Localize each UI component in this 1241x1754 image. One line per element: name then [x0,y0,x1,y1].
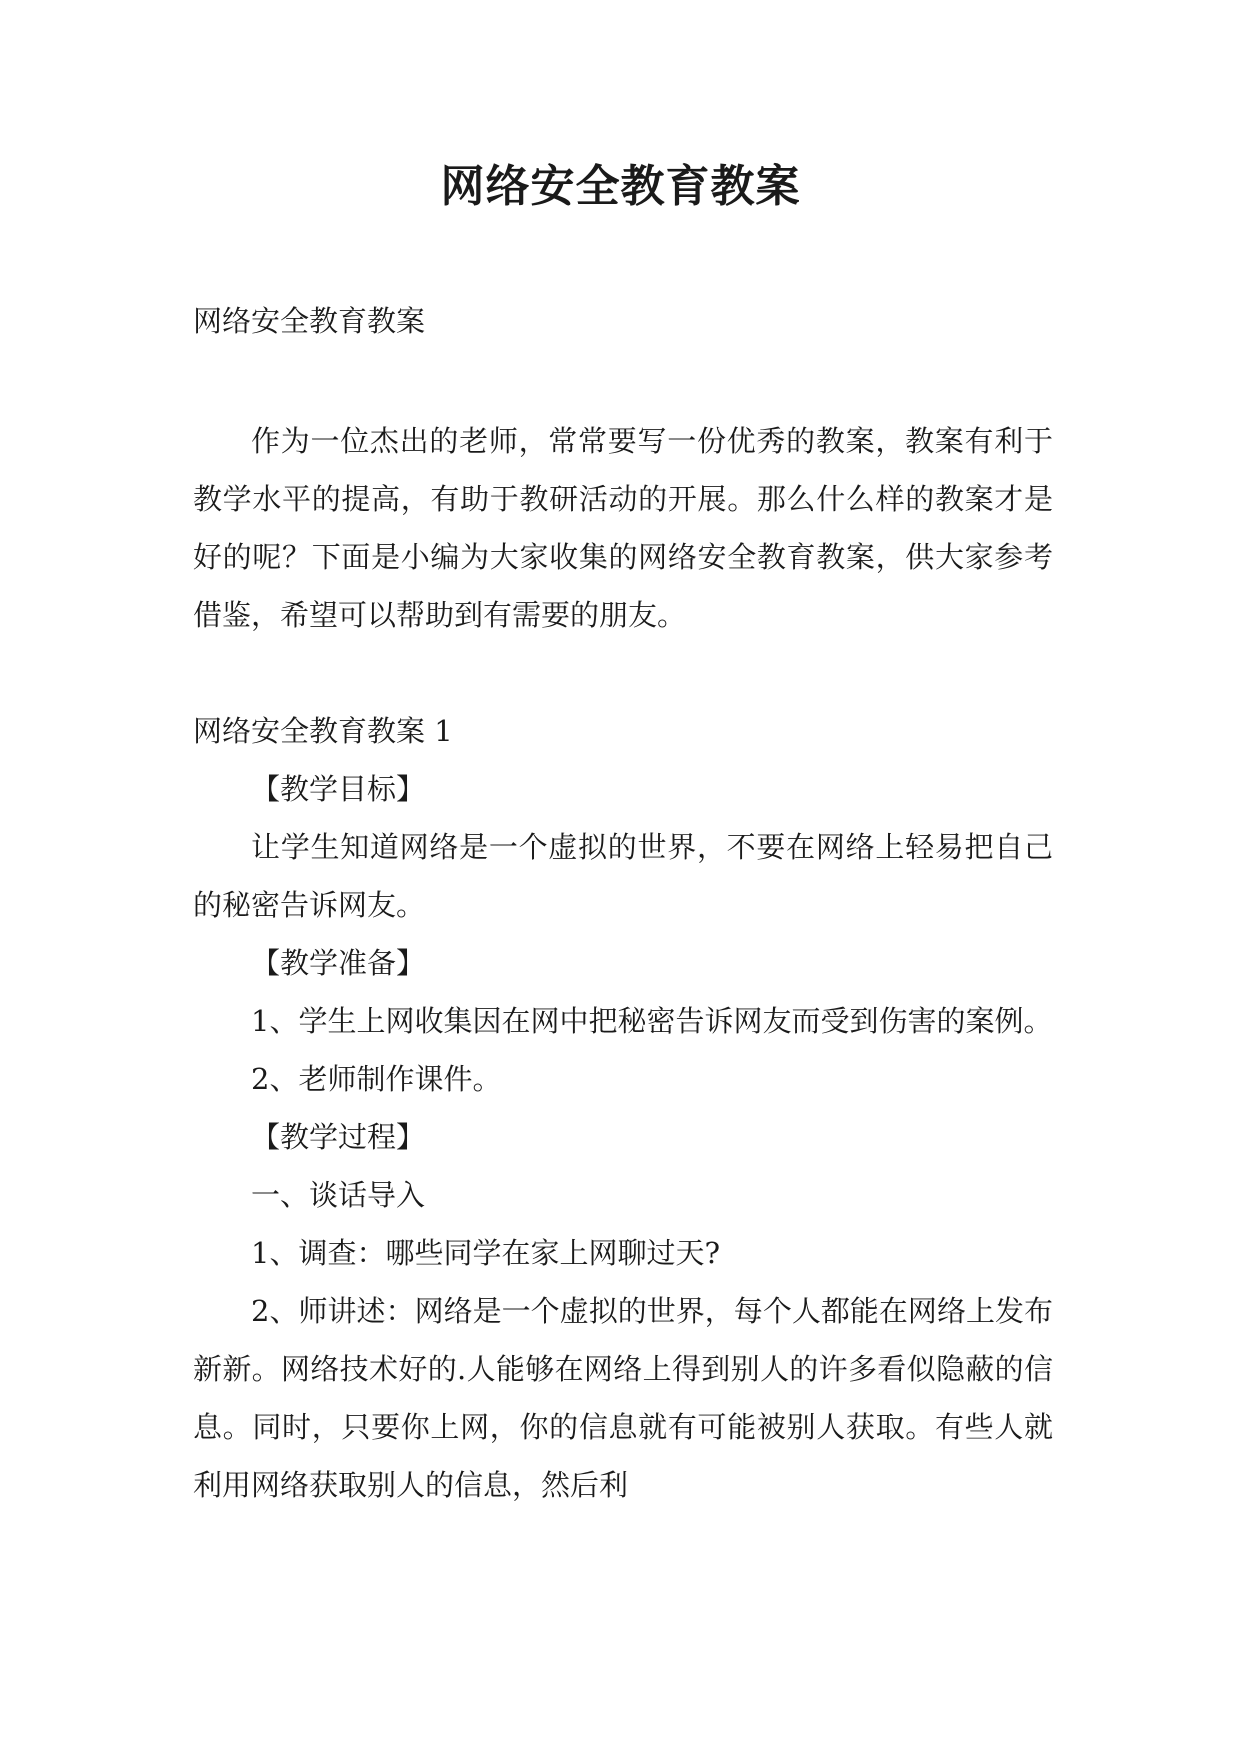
paragraph-preparation-2: 2、老师制作课件。 [251,1062,502,1096]
heading-teaching-goals: 【教学目标】 [251,772,426,806]
document-title: 网络安全教育教案 [440,161,801,212]
paragraph-process-survey: 1、调查：哪些同学在家上网聊过天? [251,1236,720,1270]
document-body [193,292,1053,1514]
document-subtitle: 网络安全教育教案 [193,304,426,338]
paragraph-process-narration: 2、师讲述：网络是一个虚拟的世界，每个人都能在网络上发布新新。网络技术好的.人能够在网络上得到别人的许多看似隐蔽的信息。同时，只要你上网，你的信息就有可能被别人获取。有些人就利用网络获取别人的信息，然后利 [193,1294,1053,1502]
intro-paragraph: 作为一位杰出的老师，常常要写一份优秀的教案，教案有利于教学水平的提高，有助于教研活动的开展。那么什么样的教案才是好的呢？下面是小编为大家收集的网络安全教育教案，供大家参考借鉴，希望可以帮助到有需要的朋友。 [193,424,1053,632]
section-heading: 网络安全教育教案 1 [193,714,453,748]
paragraph-teaching-goals: 让学生知道网络是一个虚拟的世界，不要在网络上轻易把自己的秘密告诉网友。 [193,830,1053,922]
heading-teaching-preparation: 【教学准备】 [251,946,426,980]
heading-teaching-process: 【教学过程】 [251,1120,426,1154]
paragraph-process-intro: 一、谈话导入 [251,1178,426,1212]
paragraph-preparation-1: 1、学生上网收集因在网中把秘密告诉网友而受到伤害的案例。 [251,1004,1053,1038]
